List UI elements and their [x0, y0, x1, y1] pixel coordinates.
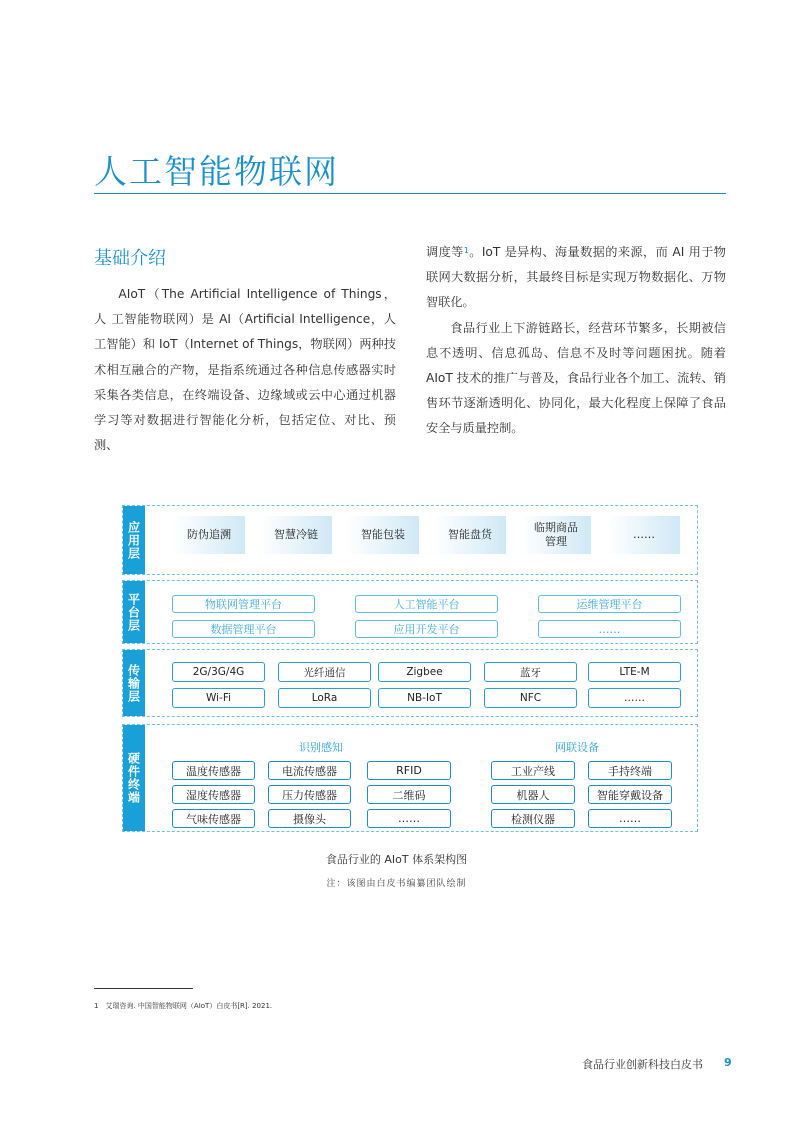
hardware-box: 工业产线: [491, 761, 575, 780]
transport-box: 2G/3G/4G: [172, 662, 265, 682]
hardware-box: 摄像头: [268, 809, 351, 828]
platform-box: 物联网管理平台: [172, 595, 315, 613]
transport-box: LTE-M: [588, 662, 681, 682]
transport-box: 蓝牙: [484, 662, 577, 682]
transport-layer: [122, 649, 698, 717]
transport-box: NFC: [484, 688, 577, 708]
hardware-box: ……: [588, 809, 672, 828]
hardware-box: 压力传感器: [268, 785, 351, 804]
hardware-box: 电流传感器: [268, 761, 351, 780]
transport-box: Zigbee: [378, 662, 471, 682]
transport-box: ……: [588, 688, 681, 708]
hardware-box: ……: [367, 809, 451, 828]
paragraph-intro-continued: 调度等$^1$。IoT 是异构、海量数据的来源，而 AI 用于物联网大数据分析，其最终目标是实现万物数据化、万物智联化。: [426, 245, 726, 310]
hardware-box: 气味传感器: [172, 809, 255, 828]
hardware-box: 手持终端: [588, 761, 672, 780]
page-title: 人工智能物联网: [94, 152, 339, 191]
paragraph-food-industry: 食品行业上下游链路长，经营环节繁多，长期被信息不透明、信息孤岛、信息不及时等问题困扰。随着 AIoT 技术的推广与普及，食品行业各个加工、流转、销售环节逐渐透明化、协同化，最大化程度上保障了食品安全与质量控制。: [426, 320, 726, 436]
platform-box: ……: [538, 620, 681, 638]
transport-box: 光纤通信: [278, 662, 371, 682]
transport-layer-label: 传输层: [123, 650, 145, 716]
app-box: 智能盘货: [434, 516, 506, 554]
section-heading: 基础介绍: [94, 248, 166, 269]
platform-box: 数据管理平台: [172, 620, 315, 638]
hardware-group-title-right: 网联设备: [555, 741, 599, 754]
page-number: 9: [724, 1056, 732, 1069]
right-column: [426, 240, 726, 442]
transport-box: Wi-Fi: [172, 688, 265, 708]
hardware-layer: [122, 724, 698, 832]
app-box: 智慧冷链: [260, 516, 332, 554]
figure-note: 注：该图由白皮书编纂团队绘制: [326, 879, 467, 889]
hardware-box: 湿度传感器: [172, 785, 255, 804]
footnote-ref[interactable]: 1: [463, 246, 469, 255]
app-layer: [122, 505, 698, 575]
app-box: 临期商品管理: [521, 516, 591, 554]
left-column: [94, 282, 396, 458]
platform-box: 应用开发平台: [355, 620, 498, 638]
transport-box: LoRa: [278, 688, 371, 708]
hardware-box: 二维码: [367, 785, 451, 804]
app-box: 防伪追溯: [173, 516, 245, 554]
platform-box: 人工智能平台: [355, 595, 498, 613]
platform-box: 运维管理平台: [538, 595, 681, 613]
footnote-divider: [94, 988, 193, 989]
title-divider: [94, 193, 726, 194]
paragraph-intro-tail: 。IoT 是异构、海量数据的来源，而 AI 用于物联网大数据分析，其最终目标是实现万物数据化、万物智联化。: [426, 245, 726, 310]
hardware-box: RFID: [367, 761, 451, 780]
hardware-layer-label: 硬件终端: [123, 725, 145, 831]
app-layer-label: 应用层: [123, 506, 145, 574]
app-box: ……: [608, 516, 680, 554]
app-box: 智能包装: [347, 516, 419, 554]
platform-layer-label: 平台层: [123, 581, 145, 643]
footnote: 1 艾瑞咨询. 中国智能物联网（AIoT）白皮书[R]. 2021.: [94, 1002, 273, 1010]
hardware-box: 智能穿戴设备: [588, 785, 672, 804]
transport-box: NB-IoT: [378, 688, 471, 708]
figure-caption: 食品行业的 AIoT 体系架构图: [325, 853, 468, 866]
hardware-box: 温度传感器: [172, 761, 255, 780]
hardware-group-title-left: 识别感知: [299, 741, 343, 754]
platform-layer: [122, 580, 698, 644]
footer-title: 食品行业创新科技白皮书: [582, 1058, 703, 1071]
hardware-box: 检测仪器: [491, 809, 575, 828]
paragraph-intro: AIoT（The Artificial Intelligence of Things， 人 工智能物联网）是 AI（Artificial Intelligence，人工智能）和 IoT（Internet of Things，物联网）两种技术相互融合的产物，是指系统通过各种信息传感器实时采集各类信息，在终端设备、边缘域或云中心通过机器学习等对数据进行智能化分析，包括定位、对比、预测、: [94, 287, 396, 453]
hardware-box: 机器人: [491, 785, 575, 804]
